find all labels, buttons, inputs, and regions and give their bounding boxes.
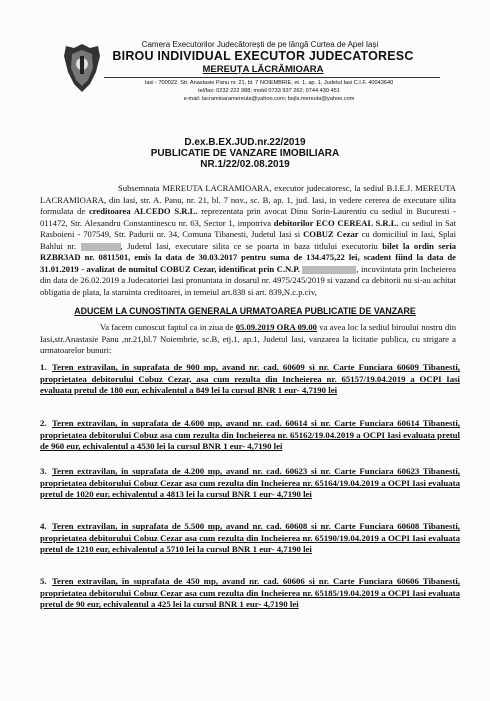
address-line: Iasi - 700022, Str. Anastasie Panu nr. 21, bl. 7 NOIEMBRIE, et. 1, ap. 1, Judetul Iasi C.I.F. 40043640 (144, 80, 394, 86)
document-title: PUBLICATIE DE VANZARE IMOBILIARA (150, 148, 340, 159)
executor-name: MEREUȚA LĂCRĂMIOARA (202, 64, 324, 75)
document-number: NR.1/22/02.08.2019 (200, 159, 290, 170)
list-item: 2. Teren extravilan, in suprafata de 4.600 mp, avand nr. cad. 60614 si nr. Carte Funciara 60614 Tibanesti, proprietatea debitorului Cobuz asa cum rezulta din Incheierea nr. 65162/19.04.2019 a OCPI Iasi evaluata pretul de 960 eur, echivalentul a 4530 lei la cursul BNR 1 eur- 4,7190 lei (40, 418, 460, 452)
list-item: 5. Teren extravilan, in suprafata de 450 mp, avand nr. cad. 60606 si nr. Carte Funciara 60606 Tibanesti, proprietatea debitorului Cobuz Cezar asa cum rezulta din Incheierea nr. 65185/19.04.2019 a OCPI Iasi evaluata pretul de 90 eur, echivalentul a 425 lei la cursul BNR 1 eur- 4,7190 lei (40, 576, 460, 610)
file-number: D.ex.B.EX.JUD.nr.22/2019 (184, 137, 306, 148)
redacted-cnp (302, 266, 356, 274)
redacted-address (81, 243, 121, 251)
contact-block (104, 79, 434, 103)
intro-paragraph: Subsemnata MEREUTA LACRAMIOARA, executor judecatoresc, la sediul B.I.E.J. MEREUTA LACRAMIOARA, din Iasi, str. A. Panu, nr. 21, bl. 7 nov., sc. B, ap. 1, jud. Iasi, in vedere cererea de executare silita formulata de creditoarea ALCEDO S.R.L. reprezentata prin avocat Dinu Sorin-Laurentiu cu sediul in Bucuresti - 011472, Str. Alexandru Constantinescu nr. 63, Sector 1, impotriva debitorilor ECO CEREAL S.R.L. cu sediul in Sat Rasboieni - 707549, Str. Padurii nr. 34, Comuna Tibanesti, Judetul Iasi si COBUZ Cezar cu domiciliul in Iasi, Splai Bahlui nr. , Judetul Iasi, executare silita ce se poarta in baza titlului executoriu bilet la ordin seria RZBR3AD nr. 0811501, emis la data de 30.03.2017 pentru suma de 134.475,22 lei, scadent fiind la data de 31.01.2019 - avalizat de numitul COBUZ Cezar, identificat prin C.N.P. , incuviintata prin Incheierea din data de 26.02.2019 a Judecatoriei Iasi pronuntata in dosarul nr. 4975/245/2019 si vazand ca debitorii nu si-au achitat obligatia de plata, la staruinta creditoarei, in temeiul art.838 si art. 839,N.c.p.civ, (40, 183, 457, 297)
announce-heading: ADUCEM LA CUNOSTINTA GENERALA URMATOAREA PUBLICATIE DE VANZARE (74, 306, 416, 316)
list-item: 4. Teren extravilan, in suprafata de 5.500 mp, avand nr. cad. 60608 si nr. Carte Funciara 60608 Tibanesti, proprietatea debitorului Cobuz Cezar asa cum rezulta din Incheierea nr. 65190/19.04.2019 a OCPI Iasi evaluata pretul de 1210 eur, echivalentul a 5710 lei la cursul BNR 1 eur- 4,7190 lei (40, 521, 460, 555)
email-line: e-mail: lacramioaramereuta@yahoo.com; bejls.mereuta@yahoo.com (183, 96, 355, 102)
phone-line: tel/fax: 0232 222 988; mobil 0733 937 262; 0744 430 451 (198, 88, 340, 94)
chamber-name: Camera Executorilor Judecătorești de pe lângă Curtea de Apel Iași (141, 40, 379, 49)
header-divider (104, 77, 440, 78)
office-name: BIROU INDIVIDUAL EXECUTOR JUDECATORESC (112, 49, 414, 63)
list-item: 3. Teren extravilan, in suprafata de 4.200 mp, avand nr. cad. 60623 si nr. Carte Funciara 60623 Tibanesti, proprietatea debitorului Cobuz Cezar asa cum rezulta din Incheierea nr. 65164/19.04.2019 a OCPI Iasi evaluata pretul de 1020 eur, echivalentul a 4813 lei la cursul BNR 1 eur- 4,7190 lei (40, 466, 460, 500)
list-item: 1. Teren extravilan, in suprafata de 900 mp, avand nr. cad. 60609 si nr. Carte Funciara 60609 Tibanesti, proprietatea debitorului Cobuz Cezar, asa cum rezulta din Incheierea nr. 65157/19.04.2019 a OCPI Iasi evaluata pretul de 180 eur, echivalentul a 849 lei la cursul BNR 1 eur- 4,7190 lei (40, 362, 460, 396)
coat-of-arms-icon (60, 42, 104, 94)
sale-paragraph: Va facem cunoscut faptul ca in ziua de 05.09.2019 ORA 09.00 va avea loc la sediul biroului nostru din Iasi,str.Anastasie Panu ,nr.21,bl.7 Noiembrie, sc.B, etj.1, ap.1, Judetul Iasi, vanzarea la licitatie publica, cu strigare a urmatoarelor bunuri: (40, 322, 456, 355)
